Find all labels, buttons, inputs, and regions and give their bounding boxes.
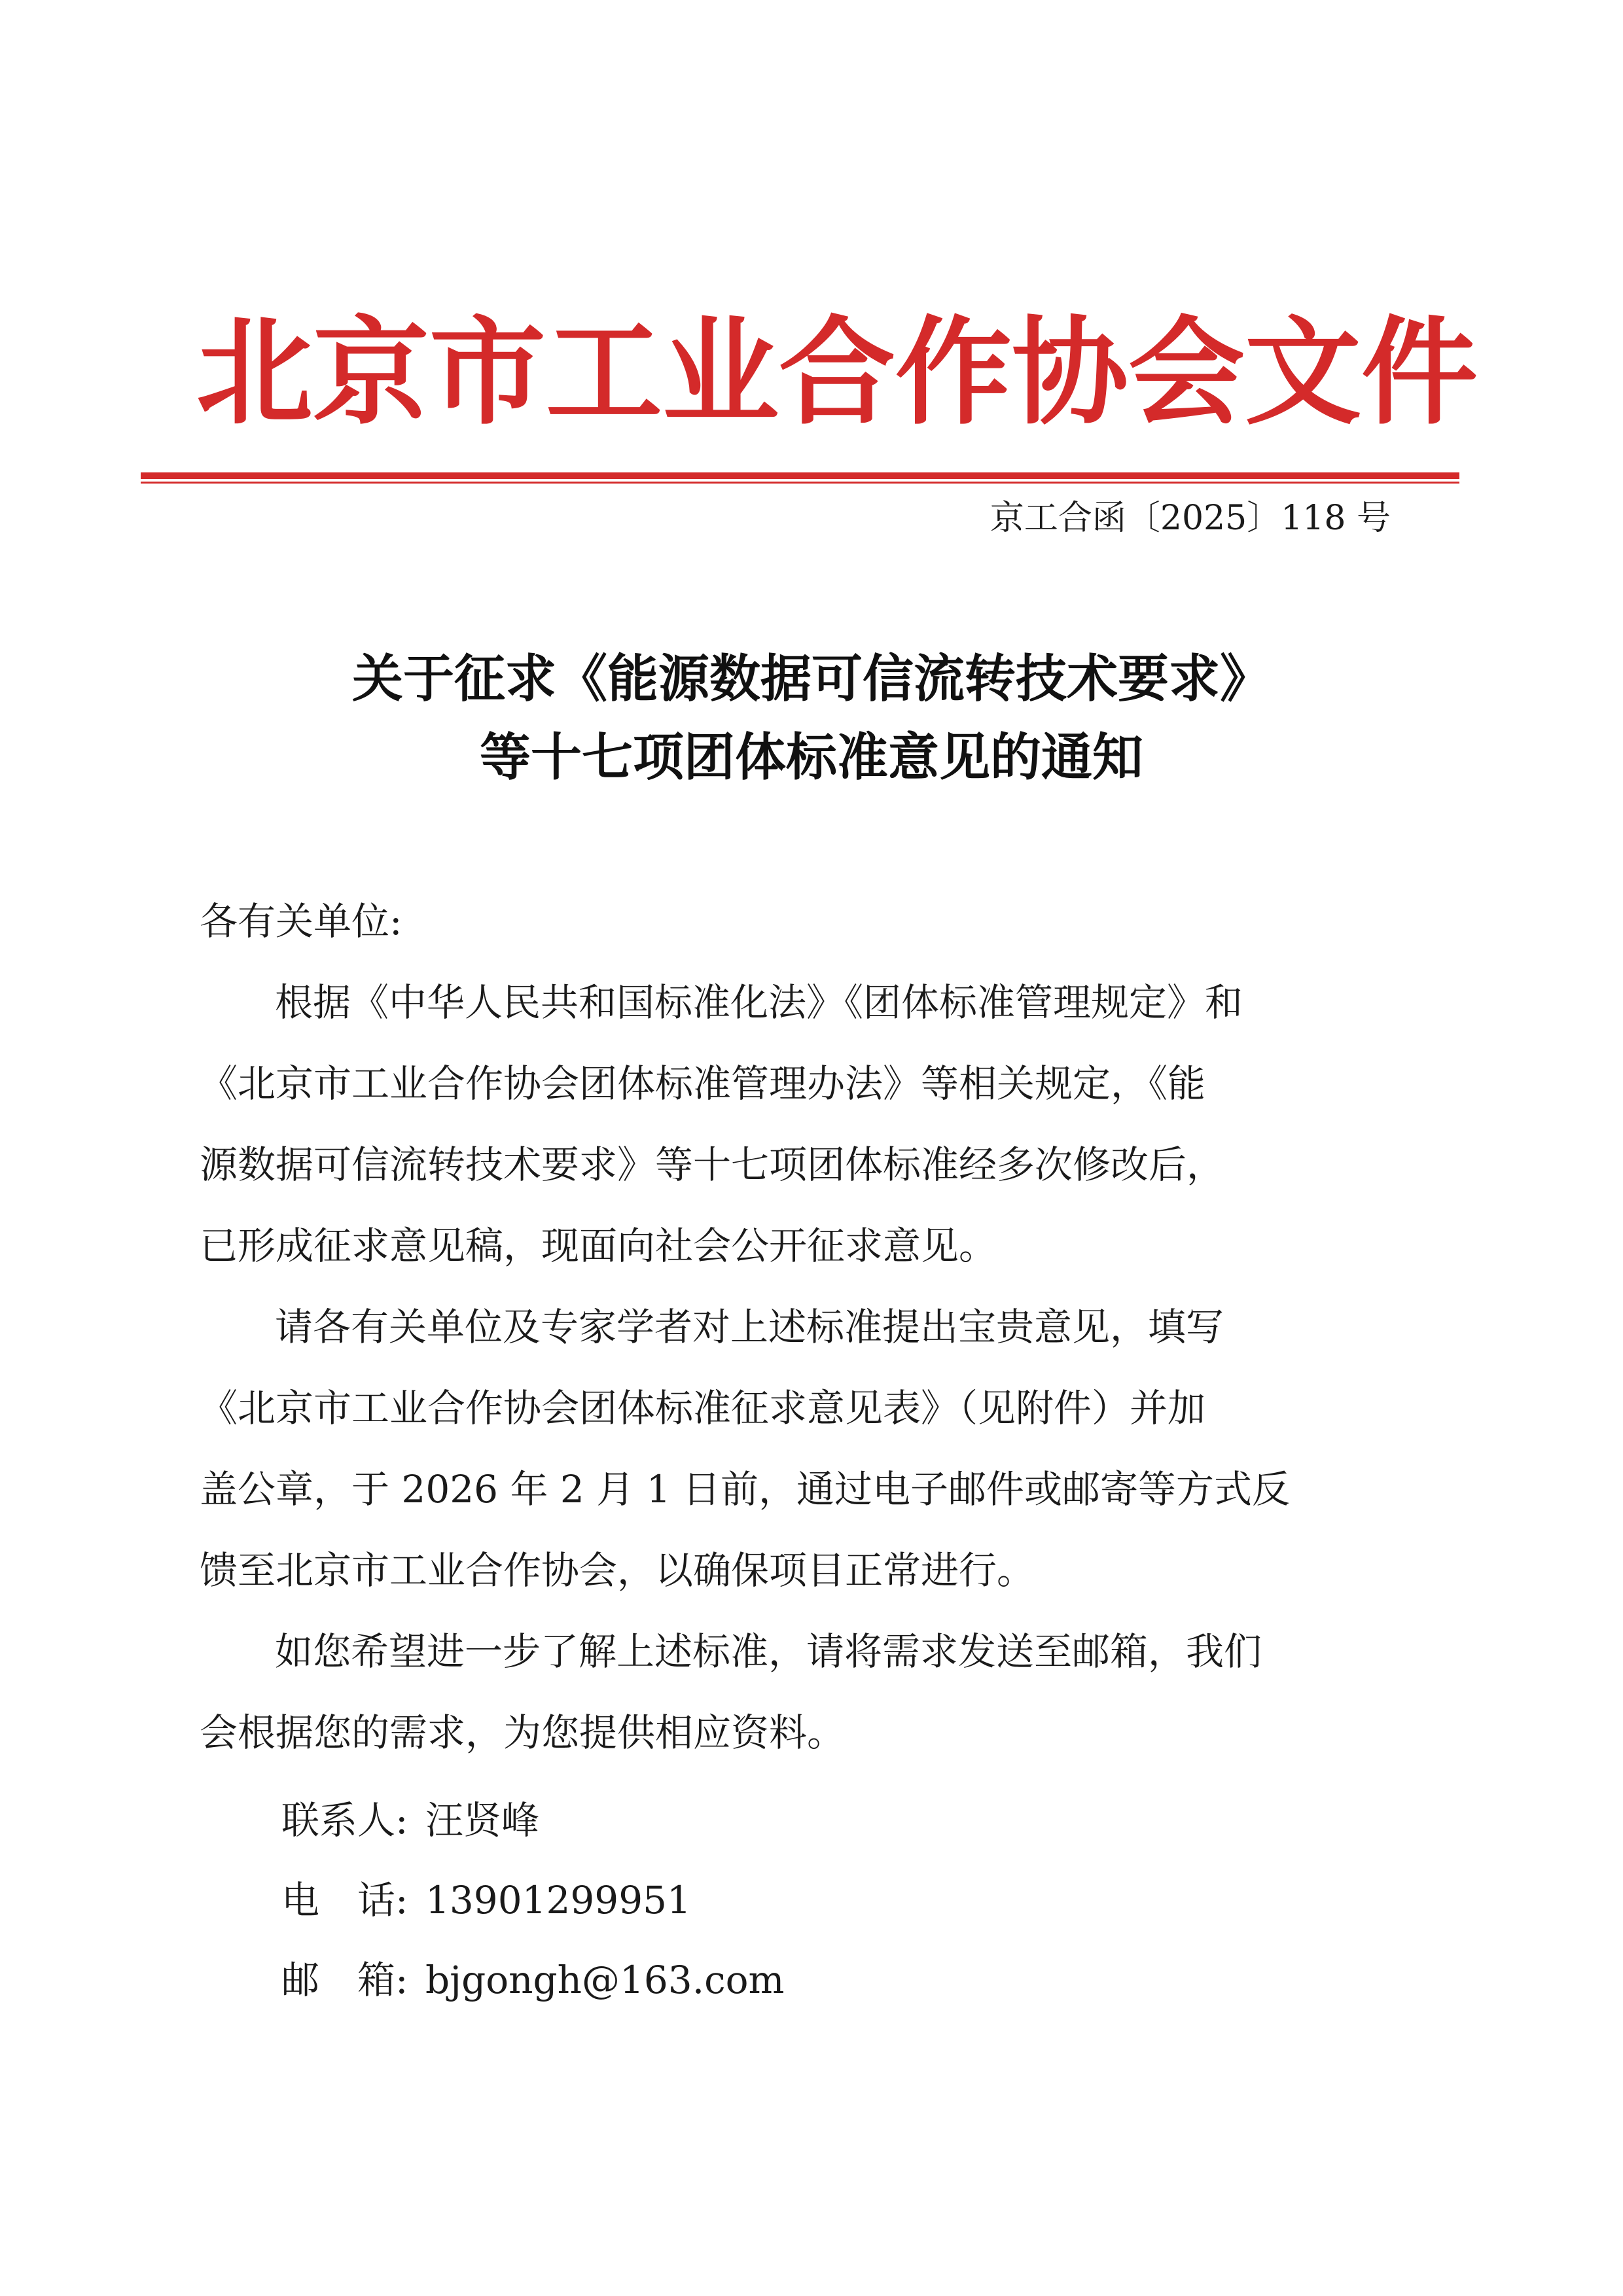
contact-email-row — [281, 1939, 785, 2021]
contact-person-label: 联系人: — [281, 1798, 408, 1843]
paragraph-1-line-2: 《北京市工业合作协会团体标准管理办法》等相关规定，《能 — [200, 1061, 1206, 1106]
document-title-line-1: 关于征求《能源数据可信流转技术要求》 — [351, 650, 1271, 709]
contact-person-row — [281, 1780, 539, 1861]
contact-phone-row — [281, 1860, 691, 1941]
paragraph-2-line-2: 《北京市工业合作协会团体标准征求意见表》（见附件）并加 — [200, 1386, 1206, 1430]
paragraph-3-line-2: 会根据您的需求，为您提供相应资料。 — [200, 1710, 846, 1755]
paragraph-3-line-1: 如您希望进一步了解上述标准，请将需求发送至邮箱，我们 — [275, 1629, 1262, 1674]
masthead-title: 北京市工业合作协会文件 — [196, 305, 1478, 440]
masthead-rule-thin — [141, 482, 1459, 484]
masthead-rule-thick — [141, 472, 1459, 479]
paragraph-2-line-4: 馈至北京市工业合作协会，以确保项目正常进行。 — [200, 1548, 1035, 1593]
salutation: 各有关单位: — [200, 899, 402, 944]
document-number: 京工合函〔2025〕118 号 — [990, 499, 1391, 538]
paragraph-1-line-1: 根据《中华人民共和国标准化法》《团体标准管理规定》和 — [275, 980, 1243, 1025]
paragraph-1-line-3: 源数据可信流转技术要求》等十七项团体标准经多次修改后， — [200, 1142, 1225, 1187]
contact-person-value: 汪贤峰 — [425, 1798, 540, 1843]
paragraph-2-line-1: 请各有关单位及专家学者对上述标准提出宝贵意见，填写 — [275, 1305, 1224, 1349]
paragraph-1-line-4: 已形成征求意见稿，现面向社会公开征求意见。 — [200, 1224, 997, 1268]
document-title-line-2: 等十七项团体标准意见的通知 — [479, 728, 1143, 787]
contact-phone-value: 13901299951 — [425, 1878, 691, 1922]
paragraph-2-line-3: 盖公章，于 2026 年 2 月 1 日前，通过电子邮件或邮寄等方式反 — [200, 1467, 1291, 1511]
contact-phone-label: 电 话: — [281, 1878, 408, 1922]
contact-email-label: 邮 箱: — [281, 1958, 408, 2002]
contact-email-value: bjgongh@163.com — [425, 1958, 785, 2002]
